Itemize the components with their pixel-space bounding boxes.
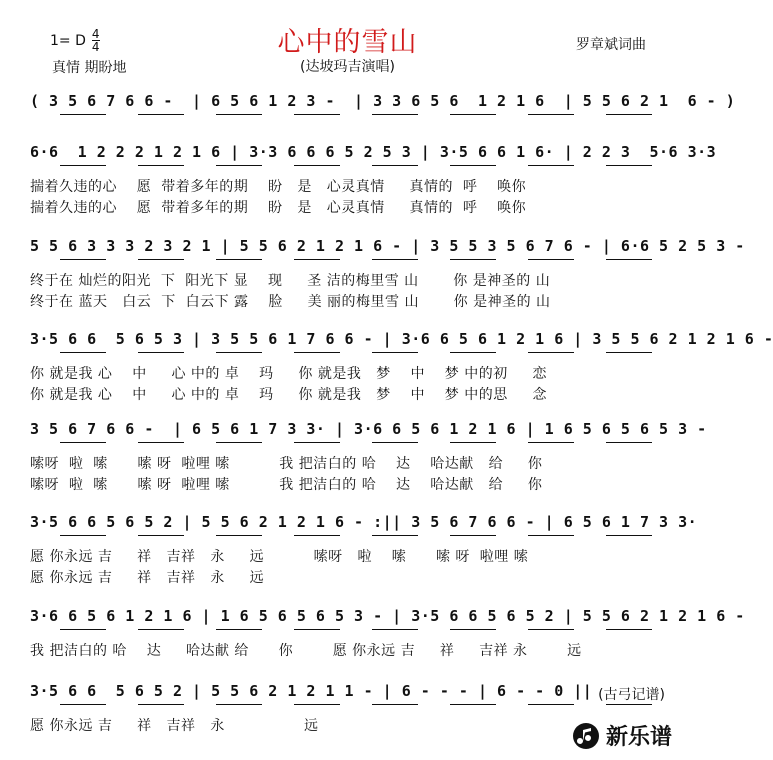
- lyric-line: 你 就是我 心 中 心 中的 卓 玛 你 就是我 梦 中 梦 中的思 念: [30, 387, 548, 403]
- lyric-line: 愿 你永远 吉 祥 吉祥 永 远 嗦呀 啦 嗦 嗦 呀 啦哩 嗦: [30, 549, 529, 565]
- beam-line: [450, 535, 496, 536]
- beam-line: [216, 535, 262, 536]
- beam-line: [606, 704, 652, 705]
- beam-line: [294, 704, 340, 705]
- beam-line: [450, 165, 496, 166]
- beam-line: [138, 704, 184, 705]
- lyric-line: 终于在 蓝天 白云 下 白云下 露 脸 美 丽的梅里雪 山 你 是神圣的 山: [30, 294, 551, 310]
- transcriber-note: (古弓记谱): [598, 687, 665, 703]
- lyric-line: 嗦呀 啦 嗦 嗦 呀 啦哩 嗦 我 把洁白的 哈 达 哈达献 给 你: [30, 456, 543, 472]
- beam-line: [294, 352, 340, 353]
- beam-line: [528, 704, 574, 705]
- notation-line: 3·5 6 6 5 6 5 2 | 5 5 6 2 1 2 1 1 - | 6 - - - | 6 - - 0 ||: [30, 682, 593, 700]
- beam-line: [216, 352, 262, 353]
- beam-line: [372, 165, 418, 166]
- beam-line: [606, 535, 652, 536]
- beam-line: [138, 114, 184, 115]
- beam-line: [216, 629, 262, 630]
- beam-line: [606, 442, 652, 443]
- beam-line: [294, 165, 340, 166]
- notation-line: 3·5 6 6 5 6 5 2 | 5 5 6 2 1 2 1 6 - :|| 3 5 6 7 6 6 - | 6 5 6 1 7 3 3·: [30, 513, 698, 531]
- beam-line: [294, 114, 340, 115]
- beam-line: [60, 259, 106, 260]
- beam-line: [528, 535, 574, 536]
- beam-line: [450, 629, 496, 630]
- beam-line: [606, 114, 652, 115]
- beam-line: [138, 259, 184, 260]
- beam-line: [216, 442, 262, 443]
- beam-line: [216, 704, 262, 705]
- notation-line: 3·5 6 6 5 6 5 3 | 3 5 5 6 1 7 6 6 - | 3·6 6 5 6 1 2 1 6 | 3 5 5 6 2 1 2 1 6 -: [30, 330, 773, 348]
- logo-text: 新乐谱: [606, 725, 673, 750]
- beam-line: [60, 535, 106, 536]
- composer-credit: 罗章斌词曲: [576, 37, 646, 53]
- beam-line: [372, 352, 418, 353]
- beam-line: [528, 259, 574, 260]
- beam-line: [138, 442, 184, 443]
- notation-line: 5 5 6 3 3 3 2 3 2 1 | 5 5 6 2 1 2 1 6 - | 3 5 5 3 5 6 7 6 - | 6·6 5 2 5 3 -: [30, 237, 745, 255]
- song-title: 心中的雪山: [277, 27, 418, 58]
- beam-line: [60, 114, 106, 115]
- site-logo: [572, 720, 672, 751]
- beam-line: [450, 259, 496, 260]
- notation-line: 3·6 6 5 6 1 2 1 6 | 1 6 5 6 5 6 5 3 - | 3·5 6 6 5 6 5 2 | 5 5 6 2 1 2 1 6 -: [30, 607, 745, 625]
- beam-line: [528, 352, 574, 353]
- time-signature: $\frac{4}{4}$: [91, 27, 100, 54]
- lyric-line: 揣着久违的心 愿 带着多年的期 盼 是 心灵真情 真情的 呼 唤你: [30, 200, 527, 216]
- beam-line: [528, 165, 574, 166]
- beam-line: [216, 165, 262, 166]
- beam-line: [138, 629, 184, 630]
- beam-line: [528, 114, 574, 115]
- beam-line: [606, 629, 652, 630]
- beam-line: [606, 259, 652, 260]
- beam-line: [138, 352, 184, 353]
- beam-line: [372, 114, 418, 115]
- notation-line: ( 3 5 6 7 6 6 - | 6 5 6 1 2 3 - | 3 3 6 5 6 1 2 1 6 | 5 5 6 2 1 6 - ): [30, 92, 736, 110]
- beam-line: [60, 165, 106, 166]
- beam-line: [216, 114, 262, 115]
- beam-line: [294, 259, 340, 260]
- beam-line: [450, 442, 496, 443]
- beam-line: [450, 114, 496, 115]
- beam-line: [606, 165, 652, 166]
- beam-line: [372, 442, 418, 443]
- music-note-icon: [572, 722, 600, 750]
- beam-line: [294, 442, 340, 443]
- beam-line: [60, 704, 106, 705]
- beam-line: [294, 629, 340, 630]
- beam-line: [60, 629, 106, 630]
- lyric-line: 愿 你永远 吉 祥 吉祥 永 远: [30, 718, 319, 734]
- lyric-line: 我 把洁白的 哈 达 哈达献 给 你 愿 你永远 吉 祥 吉祥 永 远: [30, 643, 582, 659]
- beam-line: [450, 704, 496, 705]
- tempo-mood: 真情 期盼地: [52, 60, 127, 76]
- lyric-line: 愿 你永远 吉 祥 吉祥 永 远: [30, 570, 265, 586]
- beam-line: [372, 704, 418, 705]
- beam-line: [294, 535, 340, 536]
- beam-line: [372, 259, 418, 260]
- beam-line: [138, 535, 184, 536]
- lyric-line: 终于在 灿烂的阳光 下 阳光下 显 现 圣 洁的梅里雪 山 你 是神圣的 山: [30, 273, 551, 289]
- notation-line: 3 5 6 7 6 6 - | 6 5 6 1 7 3 3· | 3·6 6 5 6 1 2 1 6 | 1 6 5 6 5 6 5 3 -: [30, 420, 707, 438]
- beam-line: [606, 352, 652, 353]
- beam-line: [372, 535, 418, 536]
- lyric-line: 你 就是我 心 中 心 中的 卓 玛 你 就是我 梦 中 梦 中的初 恋: [30, 366, 548, 382]
- performer-credit: (达坡玛吉演唱): [300, 59, 395, 75]
- beam-line: [138, 165, 184, 166]
- lyric-line: 揣着久违的心 愿 带着多年的期 盼 是 心灵真情 真情的 呼 唤你: [30, 179, 527, 195]
- beam-line: [450, 352, 496, 353]
- beam-line: [372, 629, 418, 630]
- notation-line: 6·6 1 2 2 2 1 2 1 6 | 3·3 6 6 6 5 2 5 3 | 3·5 6 6 1 6· | 2 2 3 5·6 3·3: [30, 143, 717, 161]
- beam-line: [60, 442, 106, 443]
- beam-underlines: [30, 114, 675, 128]
- beam-line: [528, 629, 574, 630]
- key-signature: 1= D: [50, 32, 86, 49]
- beam-line: [216, 259, 262, 260]
- beam-line: [528, 442, 574, 443]
- lyric-line: 嗦呀 啦 嗦 嗦 呀 啦哩 嗦 我 把洁白的 哈 达 哈达献 给 你: [30, 477, 543, 493]
- beam-line: [60, 352, 106, 353]
